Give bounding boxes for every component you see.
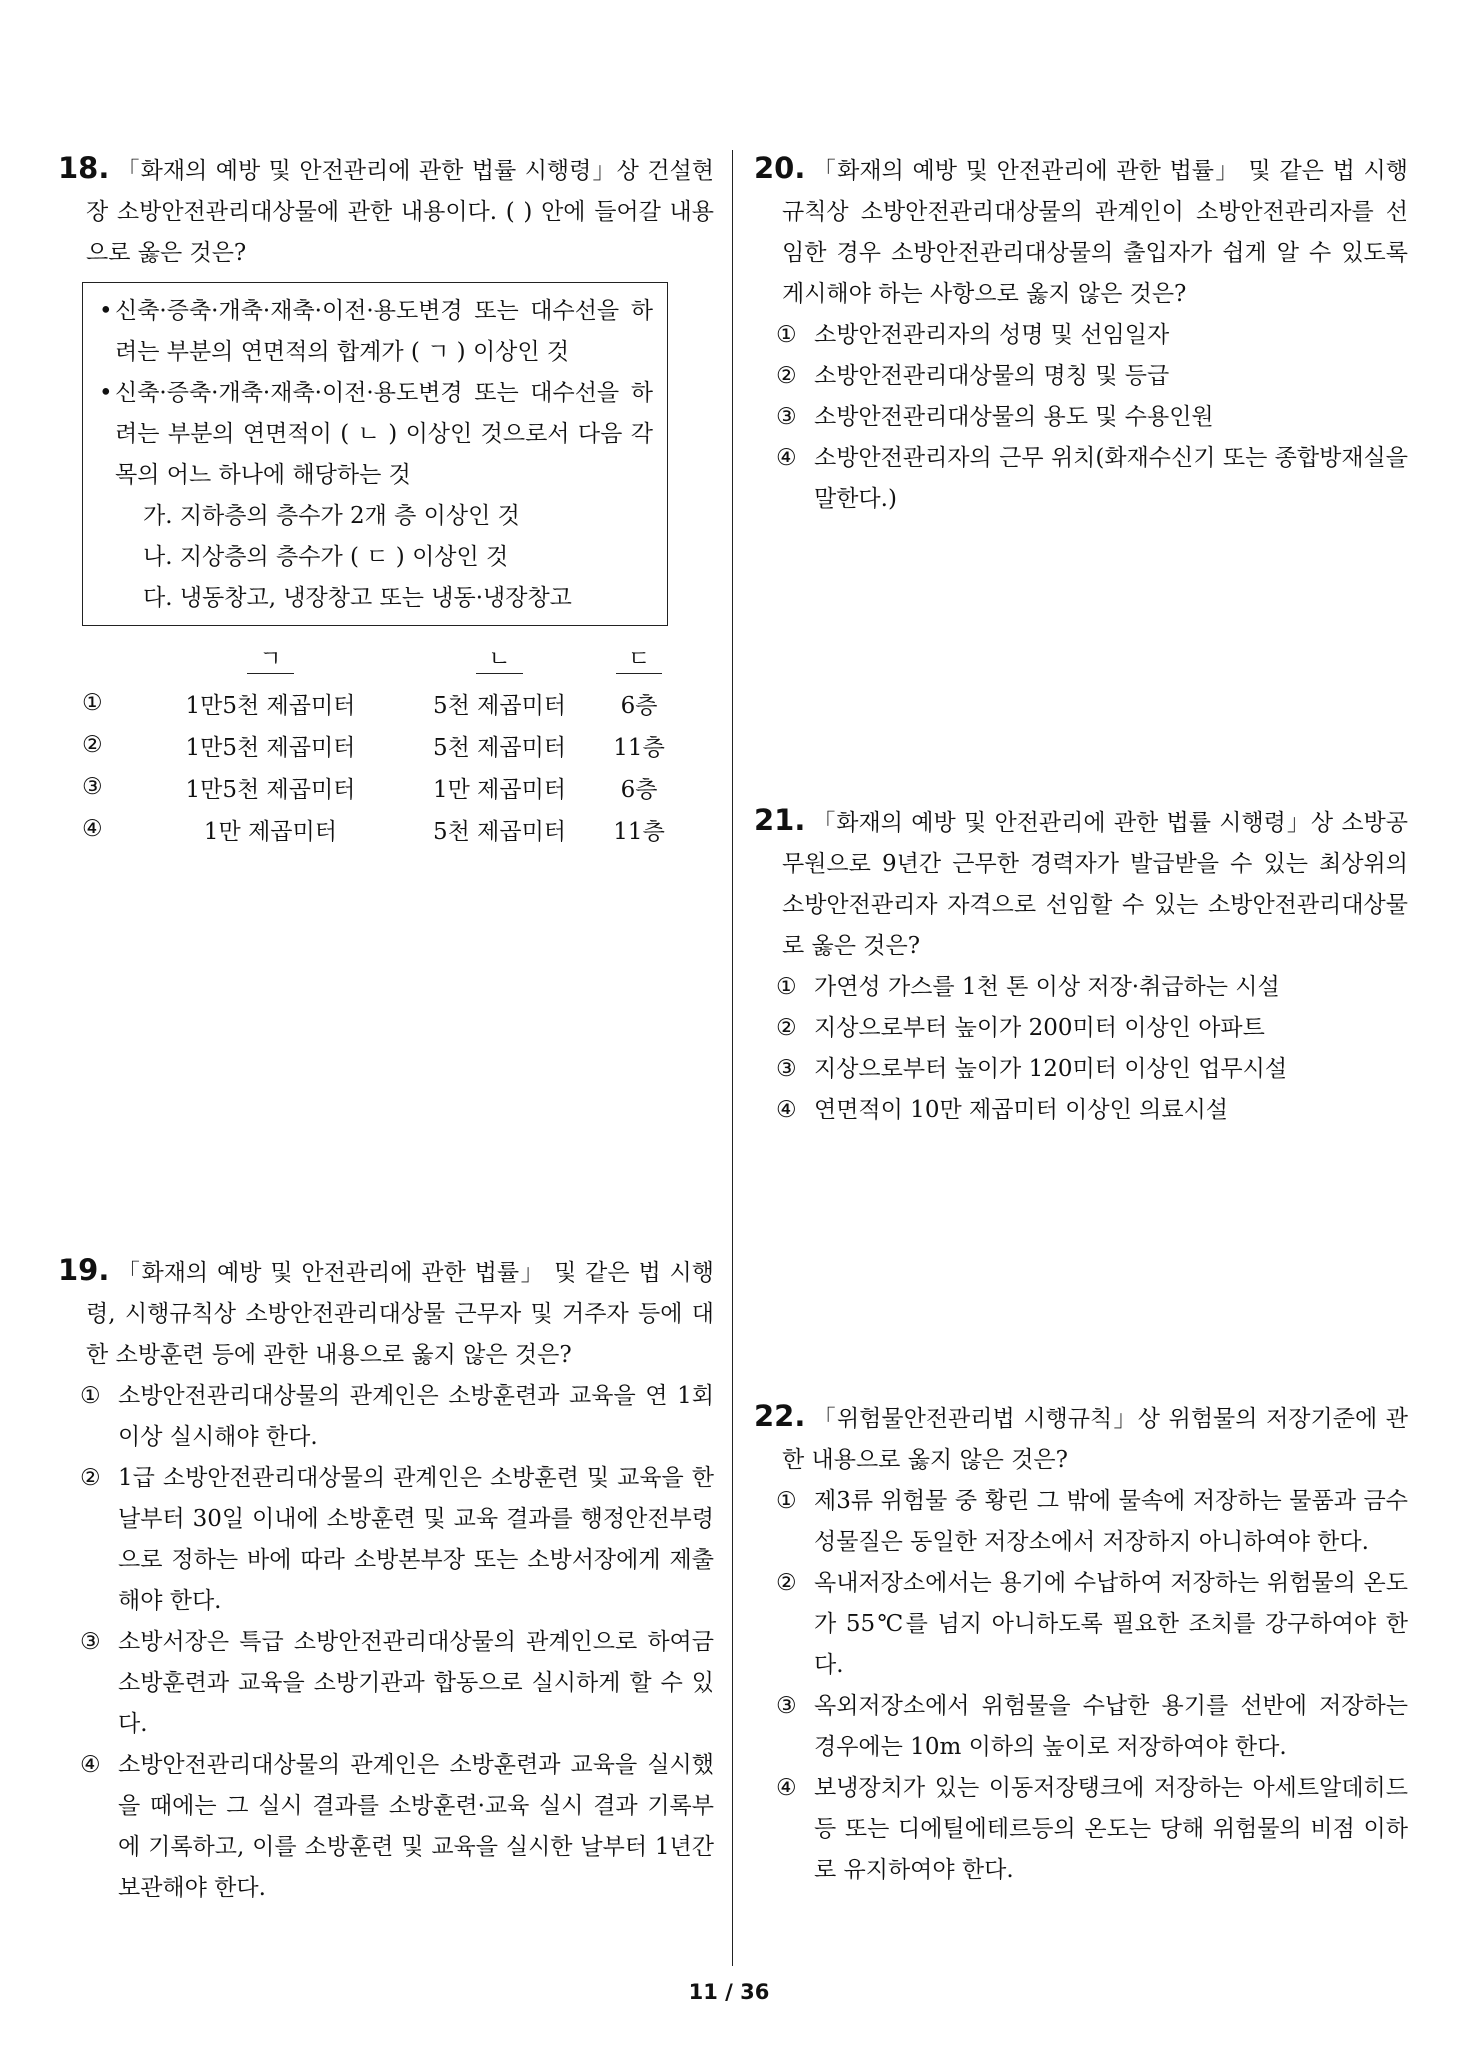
answer-cell-c: 6층 — [620, 776, 658, 803]
question-18 — [58, 148, 714, 850]
page-number: 11 / 36 — [688, 1980, 770, 2004]
column-divider — [732, 150, 733, 1966]
answer-row[interactable] — [78, 682, 678, 724]
answer-cell-b: 5천 제곱미터 — [432, 734, 567, 761]
choice-text: 가연성 가스를 1천 톤 이상 저장·취급하는 시설 — [814, 974, 1280, 1000]
choice-4[interactable] — [80, 1745, 714, 1909]
question-22-stem — [754, 1396, 1408, 1481]
choice-4[interactable] — [776, 1768, 1408, 1891]
question-18-text: 「화재의 예방 및 안전관리에 관한 법률 시행령」상 건설현장 소방안전관리대상물에 관한 내용이다. ( ) 안에 들어갈 내용으로 옳은 것은? — [86, 158, 714, 266]
question-22-number: 22. — [754, 1399, 806, 1433]
choice-text: 소방안전관리대상물의 관계인은 소방훈련과 교육을 실시했을 때에는 그 실시 결과를 소방훈련·교육 실시 결과 기록부에 기록하고, 이를 소방훈련 및 교육을 실시한 날부터 1년간 보관해야 한다. — [118, 1752, 714, 1901]
choice-text: 보냉장치가 있는 이동저장탱크에 저장하는 아세트알데히드등 또는 디에틸에테르등의 온도는 당해 위험물의 비점 이하로 유지하여야 한다. — [814, 1775, 1408, 1883]
question-20-stem — [754, 148, 1408, 315]
question-19-text: 「화재의 예방 및 안전관리에 관한 법률」 및 같은 법 시행령, 시행규칙상 소방안전관리대상물 근무자 및 거주자 등에 대한 소방훈련 등에 관한 내용으로 옳지 않은 것은? — [86, 1260, 714, 1368]
choice-mark: ④ — [776, 1097, 797, 1123]
question-19-number: 19. — [58, 1253, 110, 1287]
answer-cell-b: 5천 제곱미터 — [432, 692, 567, 719]
choice-mark: ② — [776, 363, 797, 389]
choice-mark: ① — [776, 974, 797, 1000]
header-digeut: ㄷ — [616, 645, 662, 674]
box-sub-b: 나. 지상층의 층수가 ( ㄷ ) 이상인 것 — [143, 544, 509, 570]
answer-row[interactable] — [78, 766, 678, 808]
choice-mark[interactable]: ① — [82, 690, 103, 716]
choice-2[interactable] — [80, 1458, 714, 1622]
question-21 — [754, 800, 1408, 1131]
choice-mark: ① — [776, 322, 797, 348]
choice-mark: ① — [80, 1383, 101, 1409]
question-21-number: 21. — [754, 803, 806, 837]
choice-mark: ② — [80, 1465, 101, 1491]
question-22-text: 「위험물안전관리법 시행규칙」상 위험물의 저장기준에 관한 내용으로 옳지 않은 것은? — [782, 1406, 1408, 1473]
bullet-icon: • — [99, 380, 113, 406]
choice-3[interactable] — [776, 397, 1408, 438]
box-bullet-1 — [99, 291, 653, 373]
choice-1[interactable] — [776, 967, 1408, 1008]
choice-text: 지상으로부터 높이가 120미터 이상인 업무시설 — [814, 1056, 1288, 1082]
box-bullet-2 — [99, 373, 653, 496]
question-19 — [58, 1250, 714, 1909]
choice-text: 소방안전관리대상물의 명칭 및 등급 — [814, 363, 1170, 389]
bullet-icon: • — [99, 298, 113, 324]
choice-mark: ② — [776, 1015, 797, 1041]
question-18-number: 18. — [58, 151, 110, 185]
choice-2[interactable] — [776, 1563, 1408, 1686]
choice-text: 옥내저장소에서는 용기에 수납하여 저장하는 위험물의 온도가 55℃를 넘지 아니하도록 필요한 조치를 강구하여야 한다. — [814, 1570, 1408, 1678]
question-18-answer-table — [78, 636, 678, 850]
choice-mark: ④ — [776, 1775, 797, 1801]
answer-cell-c: 11층 — [613, 734, 665, 761]
answer-row[interactable] — [78, 808, 678, 850]
choice-1[interactable] — [776, 1481, 1408, 1563]
choice-1[interactable] — [776, 315, 1408, 356]
question-21-stem — [754, 800, 1408, 967]
choice-mark[interactable]: ② — [82, 732, 103, 758]
choice-mark: ④ — [80, 1752, 101, 1778]
box-item-2: 신축·증축·개축·재축·이전·용도변경 또는 대수선을 하려는 부분의 연면적이 ( ㄴ ) 이상인 것으로서 다음 각 목의 어느 하나에 해당하는 것 — [115, 380, 653, 488]
choice-text: 소방안전관리대상물의 용도 및 수용인원 — [814, 404, 1214, 430]
choice-text: 제3류 위험물 중 황린 그 밖에 물속에 저장하는 물품과 금수성물질은 동일한 저장소에서 저장하지 아니하여야 한다. — [814, 1488, 1408, 1555]
choice-3[interactable] — [80, 1622, 714, 1745]
answer-cell-a: 1만5천 제곱미터 — [185, 776, 356, 803]
choice-mark: ① — [776, 1488, 797, 1514]
question-21-text: 「화재의 예방 및 안전관리에 관한 법률 시행령」상 소방공무원으로 9년간 근무한 경력자가 발급받을 수 있는 최상위의 소방안전관리자 자격으로 선임할 수 있는 소방안전관리대상물로 옳은 것은? — [782, 810, 1408, 959]
choice-text: 연면적이 10만 제곱미터 이상인 의료시설 — [814, 1097, 1228, 1123]
choice-text: 옥외저장소에서 위험물을 수납한 용기를 선반에 저장하는 경우에는 10m 이하의 높이로 저장하여야 한다. — [814, 1693, 1408, 1760]
question-20 — [754, 148, 1408, 520]
choice-4[interactable] — [776, 438, 1408, 520]
choice-mark[interactable]: ③ — [82, 774, 103, 800]
choice-text: 지상으로부터 높이가 200미터 이상인 아파트 — [814, 1015, 1265, 1041]
choice-mark: ③ — [776, 404, 797, 430]
box-item-1: 신축·증축·개축·재축·이전·용도변경 또는 대수선을 하려는 부분의 연면적의 합계가 ( ㄱ ) 이상인 것 — [115, 298, 653, 365]
choice-2[interactable] — [776, 356, 1408, 397]
question-18-stem — [58, 148, 714, 274]
answer-row[interactable] — [78, 724, 678, 766]
answer-cell-a: 1만 제곱미터 — [203, 818, 337, 845]
choice-3[interactable] — [776, 1049, 1408, 1090]
choice-mark: ④ — [776, 445, 797, 471]
question-19-stem — [58, 1250, 714, 1376]
answer-cell-c: 11층 — [613, 818, 665, 845]
answer-cell-a: 1만5천 제곱미터 — [185, 734, 356, 761]
choice-text: 소방안전관리대상물의 관계인은 소방훈련과 교육을 연 1회 이상 실시해야 한다. — [118, 1383, 714, 1450]
question-20-text: 「화재의 예방 및 안전관리에 관한 법률」 및 같은 법 시행규칙상 소방안전관리대상물의 관계인이 소방안전관리자를 선임한 경우 소방안전관리대상물의 출입자가 쉽게 알 수 있도록 게시해야 하는 사항으로 옳지 않은 것은? — [782, 158, 1408, 307]
answer-cell-a: 1만5천 제곱미터 — [185, 692, 356, 719]
question-20-number: 20. — [754, 151, 806, 185]
choice-mark: ③ — [80, 1629, 101, 1655]
question-22 — [754, 1396, 1408, 1891]
choice-mark: ③ — [776, 1056, 797, 1082]
choice-mark: ② — [776, 1570, 797, 1596]
box-sub-c: 다. 냉동창고, 냉장창고 또는 냉동·냉장창고 — [143, 585, 572, 611]
choice-text: 소방서장은 특급 소방안전관리대상물의 관계인으로 하여금 소방훈련과 교육을 소방기관과 합동으로 실시하게 할 수 있다. — [118, 1629, 714, 1737]
choice-1[interactable] — [80, 1376, 714, 1458]
answer-cell-c: 6층 — [620, 692, 658, 719]
choice-text: 소방안전관리자의 성명 및 선임일자 — [814, 322, 1170, 348]
answer-cell-b: 5천 제곱미터 — [432, 818, 567, 845]
choice-text: 1급 소방안전관리대상물의 관계인은 소방훈련 및 교육을 한 날부터 30일 이내에 소방훈련 및 교육 결과를 행정안전부령으로 정하는 바에 따라 소방본부장 또는 소방서장에게 제출해야 한다. — [118, 1465, 714, 1614]
box-sub-a: 가. 지하층의 층수가 2개 층 이상인 것 — [143, 503, 520, 529]
header-giyeok: ㄱ — [247, 645, 293, 674]
choice-4[interactable] — [776, 1090, 1408, 1131]
answer-table-header — [78, 636, 678, 682]
answer-cell-b: 1만 제곱미터 — [432, 776, 567, 803]
choice-3[interactable] — [776, 1686, 1408, 1768]
choice-mark: ③ — [776, 1693, 797, 1719]
question-18-condition-box — [82, 282, 668, 626]
choice-2[interactable] — [776, 1008, 1408, 1049]
header-nieun: ㄴ — [476, 645, 522, 674]
choice-mark[interactable]: ④ — [82, 816, 103, 842]
choice-text: 소방안전관리자의 근무 위치(화재수신기 또는 종합방재실을 말한다.) — [814, 445, 1408, 512]
